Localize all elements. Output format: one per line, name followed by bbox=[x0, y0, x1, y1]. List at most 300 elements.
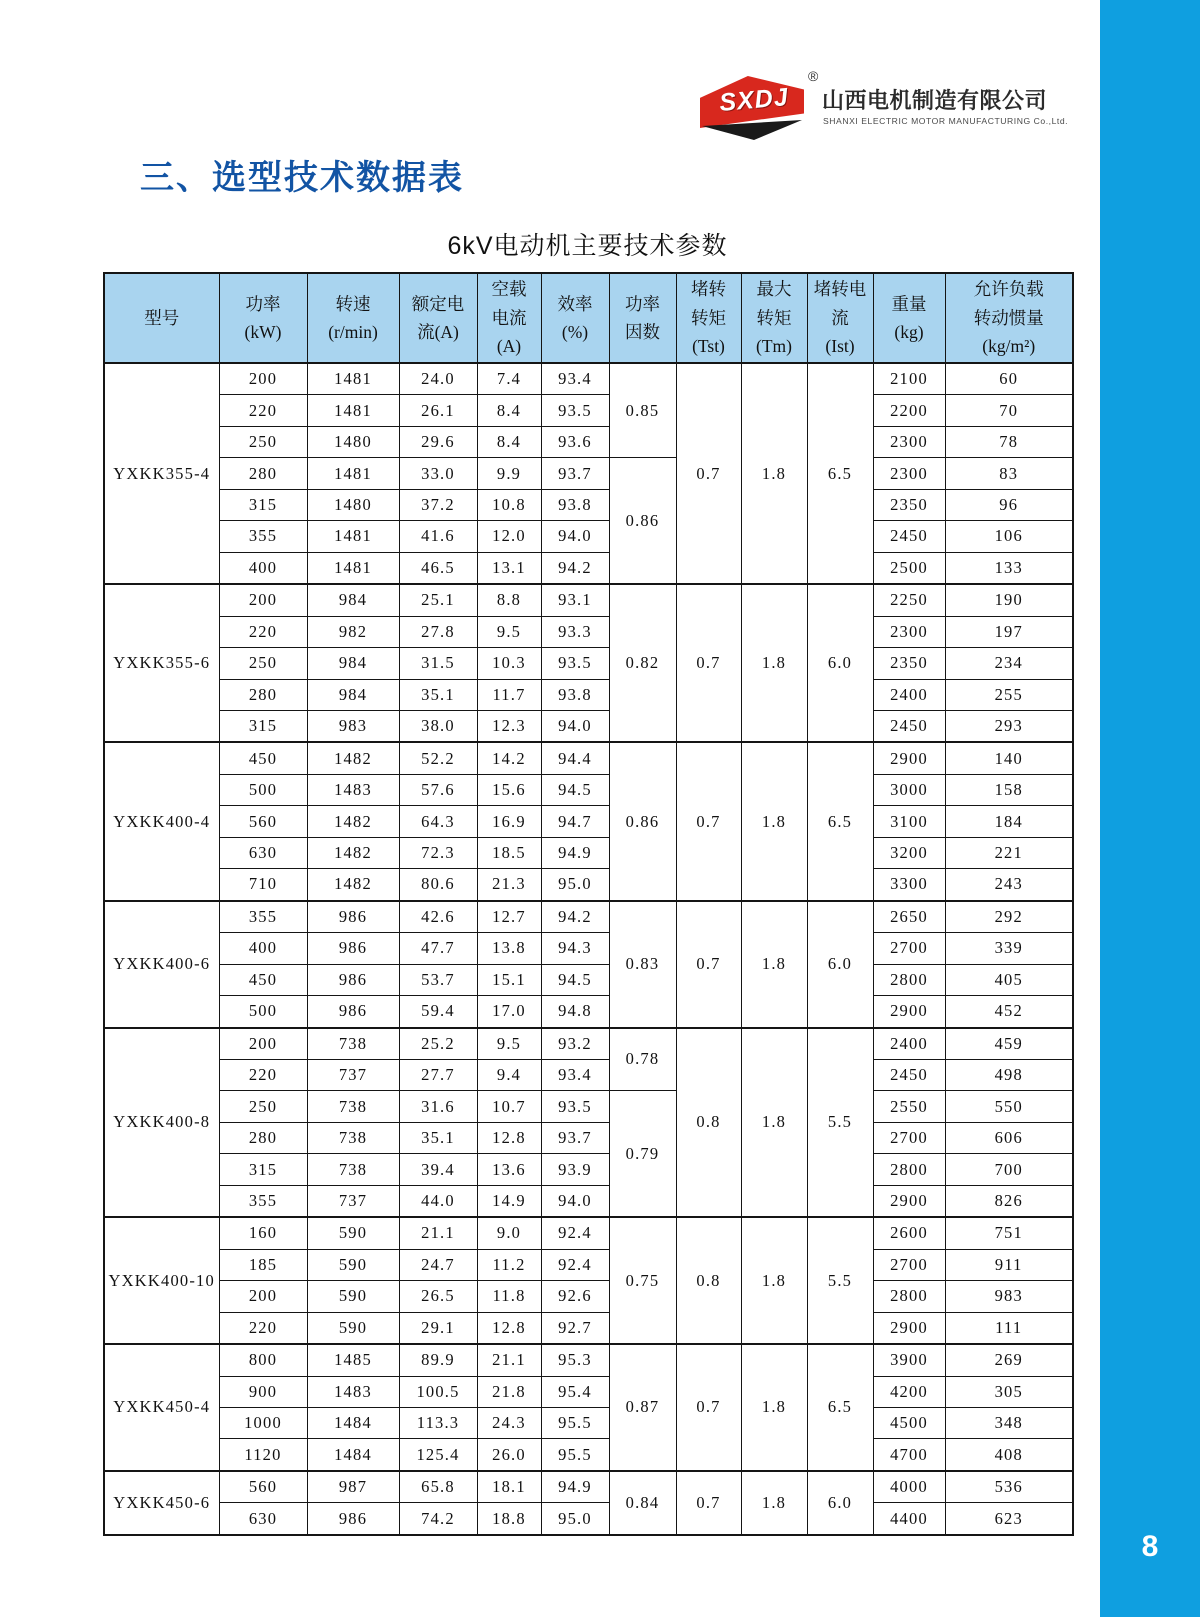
data-cell: 94.0 bbox=[541, 710, 609, 742]
data-cell: 984 bbox=[307, 679, 399, 710]
sxdj-logo-icon bbox=[700, 76, 804, 140]
inertia-cell: 255 bbox=[945, 679, 1073, 710]
power-factor-cell: 0.78 bbox=[609, 1028, 676, 1091]
data-cell: 200 bbox=[219, 1281, 307, 1312]
power-factor-cell: 0.86 bbox=[609, 742, 676, 900]
weight-cell: 3200 bbox=[873, 837, 945, 868]
data-cell: 220 bbox=[219, 1312, 307, 1344]
data-cell: 1483 bbox=[307, 1376, 399, 1407]
inertia-cell: 459 bbox=[945, 1028, 1073, 1060]
data-cell: 12.8 bbox=[477, 1312, 541, 1344]
table-row bbox=[104, 964, 1073, 995]
data-cell: 986 bbox=[307, 964, 399, 995]
data-cell: 59.4 bbox=[399, 996, 477, 1028]
data-cell: 250 bbox=[219, 1091, 307, 1122]
table-row bbox=[104, 1503, 1073, 1535]
model-cell: YXKK400-10 bbox=[104, 1217, 219, 1344]
inertia-cell: 536 bbox=[945, 1471, 1073, 1503]
page-number: 8 bbox=[1141, 1530, 1159, 1563]
tst-cell: 0.8 bbox=[676, 1217, 741, 1344]
data-cell: 93.5 bbox=[541, 648, 609, 679]
inertia-cell: 405 bbox=[945, 964, 1073, 995]
tst-cell: 0.7 bbox=[676, 584, 741, 742]
tst-cell: 0.7 bbox=[676, 1344, 741, 1471]
data-cell: 93.3 bbox=[541, 616, 609, 647]
inertia-cell: 911 bbox=[945, 1249, 1073, 1280]
data-cell: 986 bbox=[307, 901, 399, 933]
data-cell: 93.9 bbox=[541, 1154, 609, 1185]
data-cell: 21.3 bbox=[477, 869, 541, 901]
inertia-cell: 623 bbox=[945, 1503, 1073, 1535]
tm-cell: 1.8 bbox=[741, 901, 807, 1028]
data-cell: 9.5 bbox=[477, 616, 541, 647]
tst-cell: 0.7 bbox=[676, 742, 741, 900]
data-cell: 250 bbox=[219, 648, 307, 679]
data-cell: 1480 bbox=[307, 426, 399, 457]
data-cell: 10.8 bbox=[477, 489, 541, 520]
data-cell: 1120 bbox=[219, 1439, 307, 1471]
data-cell: 11.8 bbox=[477, 1281, 541, 1312]
weight-cell: 2900 bbox=[873, 742, 945, 774]
data-cell: 38.0 bbox=[399, 710, 477, 742]
data-cell: 26.5 bbox=[399, 1281, 477, 1312]
column-header-inertia: 允许负载 转动惯量 (kg/m²) bbox=[945, 273, 1073, 363]
data-cell: 29.6 bbox=[399, 426, 477, 457]
tst-cell: 0.7 bbox=[676, 363, 741, 584]
inertia-cell: 550 bbox=[945, 1091, 1073, 1122]
data-cell: 560 bbox=[219, 806, 307, 837]
data-cell: 12.7 bbox=[477, 901, 541, 933]
weight-cell: 2650 bbox=[873, 901, 945, 933]
model-cell: YXKK400-4 bbox=[104, 742, 219, 900]
data-cell: 315 bbox=[219, 710, 307, 742]
data-cell: 13.6 bbox=[477, 1154, 541, 1185]
data-cell: 220 bbox=[219, 395, 307, 426]
tst-cell: 0.8 bbox=[676, 1028, 741, 1218]
data-cell: 250 bbox=[219, 426, 307, 457]
data-cell: 1481 bbox=[307, 363, 399, 395]
data-cell: 95.0 bbox=[541, 869, 609, 901]
column-header-locked-rotor-torque: 堵转 转矩 (Tst) bbox=[676, 273, 741, 363]
data-cell: 113.3 bbox=[399, 1407, 477, 1438]
inertia-cell: 348 bbox=[945, 1407, 1073, 1438]
data-cell: 93.2 bbox=[541, 1028, 609, 1060]
table-row bbox=[104, 426, 1073, 457]
section-title: 三、选型技术数据表 bbox=[140, 159, 464, 197]
power-factor-cell: 0.87 bbox=[609, 1344, 676, 1471]
data-cell: 738 bbox=[307, 1091, 399, 1122]
data-cell: 900 bbox=[219, 1376, 307, 1407]
table-row bbox=[104, 1439, 1073, 1471]
inertia-cell: 60 bbox=[945, 363, 1073, 395]
column-header-max-torque: 最大 转矩 (Tm) bbox=[741, 273, 807, 363]
weight-cell: 2400 bbox=[873, 1028, 945, 1060]
power-factor-cell: 0.86 bbox=[609, 458, 676, 584]
data-cell: 160 bbox=[219, 1217, 307, 1249]
data-cell: 200 bbox=[219, 584, 307, 616]
data-cell: 95.4 bbox=[541, 1376, 609, 1407]
data-cell: 1481 bbox=[307, 458, 399, 489]
inertia-cell: 305 bbox=[945, 1376, 1073, 1407]
data-cell: 53.7 bbox=[399, 964, 477, 995]
data-cell: 500 bbox=[219, 774, 307, 805]
data-cell: 9.4 bbox=[477, 1059, 541, 1090]
data-cell: 185 bbox=[219, 1249, 307, 1280]
data-cell: 450 bbox=[219, 742, 307, 774]
table-row bbox=[104, 521, 1073, 552]
data-cell: 94.3 bbox=[541, 933, 609, 964]
data-cell: 1485 bbox=[307, 1344, 399, 1376]
data-cell: 9.9 bbox=[477, 458, 541, 489]
data-cell: 93.4 bbox=[541, 1059, 609, 1090]
inertia-cell: 78 bbox=[945, 426, 1073, 457]
data-cell: 24.3 bbox=[477, 1407, 541, 1438]
data-cell: 1482 bbox=[307, 869, 399, 901]
column-header-power-factor: 功率 因数 bbox=[609, 273, 676, 363]
inertia-cell: 133 bbox=[945, 552, 1073, 584]
data-cell: 26.1 bbox=[399, 395, 477, 426]
data-cell: 630 bbox=[219, 837, 307, 868]
data-cell: 95.0 bbox=[541, 1503, 609, 1535]
data-cell: 220 bbox=[219, 1059, 307, 1090]
table-row bbox=[104, 616, 1073, 647]
data-cell: 12.8 bbox=[477, 1122, 541, 1153]
data-cell: 93.8 bbox=[541, 679, 609, 710]
data-cell: 280 bbox=[219, 679, 307, 710]
data-cell: 9.0 bbox=[477, 1217, 541, 1249]
table-row bbox=[104, 648, 1073, 679]
data-cell: 10.7 bbox=[477, 1091, 541, 1122]
inertia-cell: 700 bbox=[945, 1154, 1073, 1185]
column-header-power: 功率 (kW) bbox=[219, 273, 307, 363]
inertia-cell: 243 bbox=[945, 869, 1073, 901]
column-header-locked-rotor-current: 堵转电 流 (Ist) bbox=[807, 273, 873, 363]
weight-cell: 2900 bbox=[873, 1312, 945, 1344]
ist-cell: 5.5 bbox=[807, 1028, 873, 1218]
data-cell: 94.9 bbox=[541, 837, 609, 868]
data-cell: 31.5 bbox=[399, 648, 477, 679]
weight-cell: 2300 bbox=[873, 458, 945, 489]
weight-cell: 2700 bbox=[873, 933, 945, 964]
weight-cell: 2700 bbox=[873, 1122, 945, 1153]
data-cell: 94.2 bbox=[541, 552, 609, 584]
data-cell: 400 bbox=[219, 552, 307, 584]
model-cell: YXKK355-4 bbox=[104, 363, 219, 584]
data-cell: 450 bbox=[219, 964, 307, 995]
weight-cell: 4200 bbox=[873, 1376, 945, 1407]
data-cell: 44.0 bbox=[399, 1185, 477, 1217]
table-row bbox=[104, 1249, 1073, 1280]
table-row bbox=[104, 869, 1073, 901]
table-row bbox=[104, 1185, 1073, 1217]
data-cell: 64.3 bbox=[399, 806, 477, 837]
tm-cell: 1.8 bbox=[741, 1217, 807, 1344]
company-logo bbox=[700, 68, 1069, 150]
ist-cell: 6.5 bbox=[807, 742, 873, 900]
table-row bbox=[104, 1471, 1073, 1503]
inertia-cell: 96 bbox=[945, 489, 1073, 520]
data-cell: 710 bbox=[219, 869, 307, 901]
ist-cell: 5.5 bbox=[807, 1217, 873, 1344]
data-cell: 94.5 bbox=[541, 964, 609, 995]
data-cell: 94.8 bbox=[541, 996, 609, 1028]
data-cell: 315 bbox=[219, 1154, 307, 1185]
weight-cell: 2450 bbox=[873, 521, 945, 552]
data-cell: 630 bbox=[219, 1503, 307, 1535]
data-cell: 9.5 bbox=[477, 1028, 541, 1060]
data-cell: 1483 bbox=[307, 774, 399, 805]
table-row bbox=[104, 363, 1073, 395]
data-cell: 355 bbox=[219, 521, 307, 552]
weight-cell: 2800 bbox=[873, 1154, 945, 1185]
data-cell: 17.0 bbox=[477, 996, 541, 1028]
table-row bbox=[104, 1407, 1073, 1438]
power-factor-cell: 0.79 bbox=[609, 1091, 676, 1217]
spec-table-head bbox=[104, 273, 1073, 363]
data-cell: 95.5 bbox=[541, 1439, 609, 1471]
data-cell: 21.1 bbox=[399, 1217, 477, 1249]
weight-cell: 2300 bbox=[873, 426, 945, 457]
data-cell: 26.0 bbox=[477, 1439, 541, 1471]
data-cell: 987 bbox=[307, 1471, 399, 1503]
data-cell: 1482 bbox=[307, 742, 399, 774]
spec-table-body bbox=[104, 363, 1073, 1535]
weight-cell: 2900 bbox=[873, 1185, 945, 1217]
data-cell: 280 bbox=[219, 1122, 307, 1153]
table-row bbox=[104, 552, 1073, 584]
data-cell: 93.4 bbox=[541, 363, 609, 395]
spec-table bbox=[103, 272, 1074, 1536]
data-cell: 737 bbox=[307, 1059, 399, 1090]
data-cell: 18.1 bbox=[477, 1471, 541, 1503]
tm-cell: 1.8 bbox=[741, 363, 807, 584]
weight-cell: 3000 bbox=[873, 774, 945, 805]
model-cell: YXKK450-6 bbox=[104, 1471, 219, 1535]
table-row bbox=[104, 742, 1073, 774]
inertia-cell: 106 bbox=[945, 521, 1073, 552]
data-cell: 1481 bbox=[307, 395, 399, 426]
table-row bbox=[104, 901, 1073, 933]
data-cell: 93.8 bbox=[541, 489, 609, 520]
data-cell: 46.5 bbox=[399, 552, 477, 584]
power-factor-cell: 0.85 bbox=[609, 363, 676, 458]
model-cell: YXKK450-4 bbox=[104, 1344, 219, 1471]
data-cell: 25.1 bbox=[399, 584, 477, 616]
page-edge-band bbox=[1100, 0, 1200, 1617]
inertia-cell: 221 bbox=[945, 837, 1073, 868]
weight-cell: 4400 bbox=[873, 1503, 945, 1535]
data-cell: 986 bbox=[307, 996, 399, 1028]
data-cell: 18.8 bbox=[477, 1503, 541, 1535]
data-cell: 1482 bbox=[307, 806, 399, 837]
data-cell: 984 bbox=[307, 648, 399, 679]
data-cell: 42.6 bbox=[399, 901, 477, 933]
data-cell: 738 bbox=[307, 1122, 399, 1153]
data-cell: 1481 bbox=[307, 552, 399, 584]
inertia-cell: 184 bbox=[945, 806, 1073, 837]
column-header-efficiency: 效率 (%) bbox=[541, 273, 609, 363]
inertia-cell: 70 bbox=[945, 395, 1073, 426]
data-cell: 100.5 bbox=[399, 1376, 477, 1407]
data-cell: 983 bbox=[307, 710, 399, 742]
data-cell: 24.7 bbox=[399, 1249, 477, 1280]
data-cell: 25.2 bbox=[399, 1028, 477, 1060]
weight-cell: 2350 bbox=[873, 648, 945, 679]
data-cell: 1484 bbox=[307, 1407, 399, 1438]
ist-cell: 6.5 bbox=[807, 1344, 873, 1471]
data-cell: 16.9 bbox=[477, 806, 541, 837]
weight-cell: 4000 bbox=[873, 1471, 945, 1503]
inertia-cell: 498 bbox=[945, 1059, 1073, 1090]
tm-cell: 1.8 bbox=[741, 1471, 807, 1535]
registered-trademark-icon: ® bbox=[808, 68, 819, 84]
data-cell: 8.8 bbox=[477, 584, 541, 616]
data-cell: 93.6 bbox=[541, 426, 609, 457]
data-cell: 92.4 bbox=[541, 1217, 609, 1249]
data-cell: 92.6 bbox=[541, 1281, 609, 1312]
data-cell: 7.4 bbox=[477, 363, 541, 395]
data-cell: 14.2 bbox=[477, 742, 541, 774]
data-cell: 92.7 bbox=[541, 1312, 609, 1344]
data-cell: 94.7 bbox=[541, 806, 609, 837]
data-cell: 982 bbox=[307, 616, 399, 647]
column-header-rated-current: 额定电 流(A) bbox=[399, 273, 477, 363]
weight-cell: 2250 bbox=[873, 584, 945, 616]
data-cell: 12.0 bbox=[477, 521, 541, 552]
inertia-cell: 826 bbox=[945, 1185, 1073, 1217]
inertia-cell: 140 bbox=[945, 742, 1073, 774]
table-row bbox=[104, 837, 1073, 868]
data-cell: 72.3 bbox=[399, 837, 477, 868]
data-cell: 737 bbox=[307, 1185, 399, 1217]
data-cell: 125.4 bbox=[399, 1439, 477, 1471]
data-cell: 590 bbox=[307, 1217, 399, 1249]
table-row bbox=[104, 996, 1073, 1028]
tm-cell: 1.8 bbox=[741, 584, 807, 742]
tm-cell: 1.8 bbox=[741, 1344, 807, 1471]
table-row bbox=[104, 584, 1073, 616]
data-cell: 18.5 bbox=[477, 837, 541, 868]
data-cell: 93.7 bbox=[541, 1122, 609, 1153]
data-cell: 13.8 bbox=[477, 933, 541, 964]
data-cell: 986 bbox=[307, 1503, 399, 1535]
table-row bbox=[104, 1312, 1073, 1344]
table-row bbox=[104, 933, 1073, 964]
weight-cell: 4700 bbox=[873, 1439, 945, 1471]
data-cell: 590 bbox=[307, 1281, 399, 1312]
data-cell: 15.1 bbox=[477, 964, 541, 995]
weight-cell: 2500 bbox=[873, 552, 945, 584]
data-cell: 1481 bbox=[307, 521, 399, 552]
model-cell: YXKK400-6 bbox=[104, 901, 219, 1028]
inertia-cell: 234 bbox=[945, 648, 1073, 679]
inertia-cell: 190 bbox=[945, 584, 1073, 616]
data-cell: 200 bbox=[219, 1028, 307, 1060]
weight-cell: 4500 bbox=[873, 1407, 945, 1438]
power-factor-cell: 0.84 bbox=[609, 1471, 676, 1535]
weight-cell: 2200 bbox=[873, 395, 945, 426]
data-cell: 500 bbox=[219, 996, 307, 1028]
logo-mark-text: SXDJ bbox=[718, 83, 790, 117]
table-row bbox=[104, 1154, 1073, 1185]
inertia-cell: 111 bbox=[945, 1312, 1073, 1344]
data-cell: 92.4 bbox=[541, 1249, 609, 1280]
data-cell: 93.5 bbox=[541, 1091, 609, 1122]
inertia-cell: 269 bbox=[945, 1344, 1073, 1376]
data-cell: 8.4 bbox=[477, 395, 541, 426]
data-cell: 33.0 bbox=[399, 458, 477, 489]
data-cell: 94.0 bbox=[541, 521, 609, 552]
company-name-cn: 山西电机制造有限公司 bbox=[822, 88, 1048, 113]
weight-cell: 2800 bbox=[873, 964, 945, 995]
data-cell: 65.8 bbox=[399, 1471, 477, 1503]
inertia-cell: 197 bbox=[945, 616, 1073, 647]
data-cell: 94.2 bbox=[541, 901, 609, 933]
column-header-noload-current: 空载 电流 (A) bbox=[477, 273, 541, 363]
weight-cell: 3300 bbox=[873, 869, 945, 901]
inertia-cell: 408 bbox=[945, 1439, 1073, 1471]
table-row bbox=[104, 710, 1073, 742]
inertia-cell: 158 bbox=[945, 774, 1073, 805]
data-cell: 94.9 bbox=[541, 1471, 609, 1503]
table-row bbox=[104, 1091, 1073, 1122]
data-cell: 35.1 bbox=[399, 1122, 477, 1153]
table-row bbox=[104, 774, 1073, 805]
weight-cell: 2450 bbox=[873, 710, 945, 742]
power-factor-cell: 0.75 bbox=[609, 1217, 676, 1344]
data-cell: 29.1 bbox=[399, 1312, 477, 1344]
weight-cell: 2550 bbox=[873, 1091, 945, 1122]
table-row bbox=[104, 806, 1073, 837]
data-cell: 27.7 bbox=[399, 1059, 477, 1090]
data-cell: 94.4 bbox=[541, 742, 609, 774]
table-row bbox=[104, 489, 1073, 520]
weight-cell: 2600 bbox=[873, 1217, 945, 1249]
data-cell: 315 bbox=[219, 489, 307, 520]
data-cell: 27.8 bbox=[399, 616, 477, 647]
ist-cell: 6.5 bbox=[807, 363, 873, 584]
tst-cell: 0.7 bbox=[676, 901, 741, 1028]
data-cell: 93.5 bbox=[541, 395, 609, 426]
data-cell: 590 bbox=[307, 1312, 399, 1344]
column-header-speed: 转速 (r/min) bbox=[307, 273, 399, 363]
data-cell: 15.6 bbox=[477, 774, 541, 805]
model-cell: YXKK355-6 bbox=[104, 584, 219, 742]
inertia-cell: 83 bbox=[945, 458, 1073, 489]
power-factor-cell: 0.83 bbox=[609, 901, 676, 1028]
data-cell: 800 bbox=[219, 1344, 307, 1376]
table-row bbox=[104, 1217, 1073, 1249]
data-cell: 1482 bbox=[307, 837, 399, 868]
data-cell: 11.2 bbox=[477, 1249, 541, 1280]
table-row bbox=[104, 1028, 1073, 1060]
power-factor-cell: 0.82 bbox=[609, 584, 676, 742]
table-title: 6kV电动机主要技术参数 bbox=[447, 232, 728, 260]
inertia-cell: 751 bbox=[945, 1217, 1073, 1249]
data-cell: 280 bbox=[219, 458, 307, 489]
data-cell: 41.6 bbox=[399, 521, 477, 552]
table-row bbox=[104, 1344, 1073, 1376]
data-cell: 95.5 bbox=[541, 1407, 609, 1438]
data-cell: 200 bbox=[219, 363, 307, 395]
data-cell: 560 bbox=[219, 1471, 307, 1503]
data-cell: 13.1 bbox=[477, 552, 541, 584]
table-row bbox=[104, 458, 1073, 489]
data-cell: 984 bbox=[307, 584, 399, 616]
table-row bbox=[104, 1059, 1073, 1090]
column-header-weight: 重量 (kg) bbox=[873, 273, 945, 363]
data-cell: 12.3 bbox=[477, 710, 541, 742]
